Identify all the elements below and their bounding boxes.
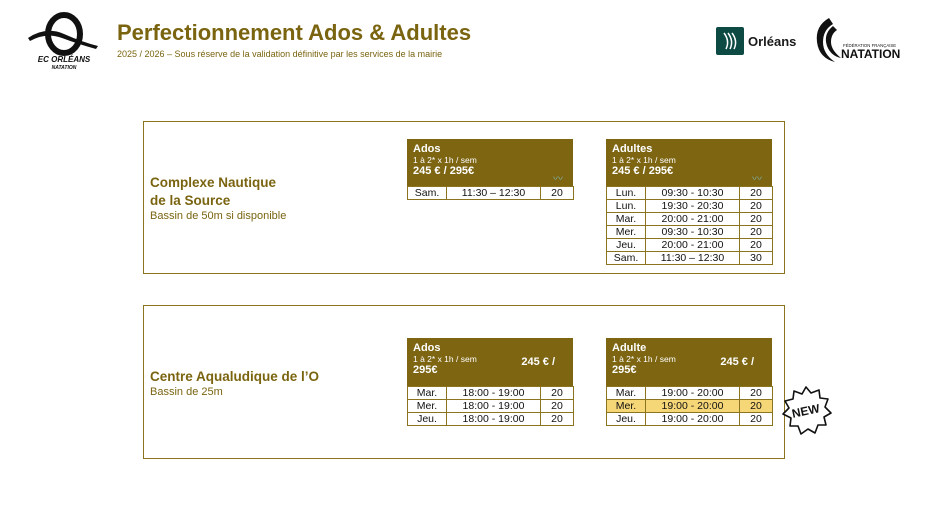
time-cell: 18:00 - 19:00 [447,413,541,426]
day-cell: Sam. [607,252,646,265]
day-cell: Sam. [408,187,447,200]
swimmer-icon: 〰 [752,174,762,185]
table-price-line1: 245 € / [521,356,555,368]
venue-note: Bassin de 25m [150,386,223,398]
table-row [607,200,773,213]
table-row [607,252,773,265]
new-badge [779,384,833,438]
svg-text:EC ORLÉANS: EC ORLÉANS [37,55,91,64]
schedule-table [606,386,773,426]
table-header [606,338,772,386]
orleans-logo [716,27,796,55]
capacity-cell: 20 [740,200,773,213]
venue-note: Bassin de 50m si disponible [150,210,287,222]
page-title: Perfectionnement Ados & Adultes [117,20,472,45]
table-ados [407,338,573,426]
time-cell: 20:00 - 21:00 [646,239,740,252]
day-cell: Mer. [408,400,447,413]
capacity-cell: 20 [541,413,574,426]
ffn-logo-small-text: FÉDÉRATION FRANÇAISE [843,43,897,48]
table-header [407,139,573,186]
day-cell: Jeu. [408,413,447,426]
table-price: 245 € / 295€ [413,165,475,177]
swimmer-icon: 〰 [553,174,563,185]
ec-orleans-logo [26,12,102,70]
capacity-cell: 20 [541,187,574,200]
time-cell: 19:00 - 20:00 [646,413,740,426]
time-cell: 19:00 - 20:00 [646,387,740,400]
time-cell: 11:30 – 12:30 [646,252,740,265]
table-header [606,139,772,186]
capacity-cell: 20 [541,387,574,400]
venue-name [150,174,276,210]
table-row [408,400,574,413]
capacity-cell: 20 [740,413,773,426]
table-row [607,387,773,400]
table-ados [407,139,573,200]
capacity-cell: 20 [740,400,773,413]
page-subtitle: 2025 / 2026 – Sous réserve de la validation définitive par les services de la mairie [117,49,443,59]
venue-name: Centre Aqualudique de l’O [150,369,320,384]
table-row [607,239,773,252]
table-adulte [606,338,772,426]
time-cell: 20:00 - 21:00 [646,213,740,226]
table-price-line2: 295€ [413,364,438,376]
day-cell: Mar. [607,387,646,400]
table-title: Ados [413,342,441,354]
schedule-table [407,386,574,426]
table-price-line1: 245 € / [720,356,754,368]
schedule-table [606,186,773,265]
time-cell: 11:30 – 12:30 [447,187,541,200]
table-row [607,187,773,200]
capacity-cell: 20 [740,226,773,239]
table-header [407,338,573,386]
venue-name-line1: Complexe Nautique [150,175,277,190]
day-cell: Jeu. [607,413,646,426]
time-cell: 18:00 - 19:00 [447,400,541,413]
day-cell: Mar. [408,387,447,400]
section-centre-aqualudique [143,305,785,459]
capacity-cell: 20 [740,239,773,252]
day-cell: Lun. [607,187,646,200]
table-price: 245 € / 295€ [612,165,674,177]
venue-name-line2: de la Source [150,193,231,208]
ffn-logo [811,16,906,66]
table-title: Ados [413,143,441,155]
capacity-cell: 20 [740,187,773,200]
new-badge-text: NEW [790,401,821,421]
capacity-cell: 20 [740,213,773,226]
ffn-logo-big-text: NATATION [841,47,901,61]
time-cell: 18:00 - 19:00 [447,387,541,400]
schedule-table [407,186,574,200]
time-cell: 09:30 - 10:30 [646,187,740,200]
table-frequency: 1 à 2* x 1h / sem [413,354,477,364]
day-cell: Jeu. [607,239,646,252]
svg-text:NATATION: NATATION [51,65,77,70]
time-cell: 19:30 - 20:30 [646,200,740,213]
time-cell: 19:00 - 20:00 [646,400,740,413]
day-cell: Mer. [607,226,646,239]
table-adultes [606,139,772,265]
time-cell: 09:30 - 10:30 [646,226,740,239]
orleans-mark-icon [716,27,744,55]
capacity-cell: 30 [740,252,773,265]
section-complexe-nautique [143,121,785,274]
table-frequency: 1 à 2* x 1h / sem [612,354,676,364]
table-title: Adultes [612,143,653,155]
table-row [408,387,574,400]
day-cell: Mer. [607,400,646,413]
table-title: Adulte [612,342,647,354]
day-cell: Lun. [607,200,646,213]
table-frequency: 1 à 2* x 1h / sem [413,155,477,165]
table-row [408,187,574,200]
table-price-line2: 295€ [612,364,637,376]
orleans-logo-text: Orléans [748,33,797,49]
capacity-cell: 20 [541,400,574,413]
table-row [607,413,773,426]
table-row [607,226,773,239]
day-cell: Mar. [607,213,646,226]
table-row [408,413,574,426]
table-row-highlighted [607,400,773,413]
capacity-cell: 20 [740,387,773,400]
table-row [607,213,773,226]
table-frequency: 1 à 2* x 1h / sem [612,155,676,165]
